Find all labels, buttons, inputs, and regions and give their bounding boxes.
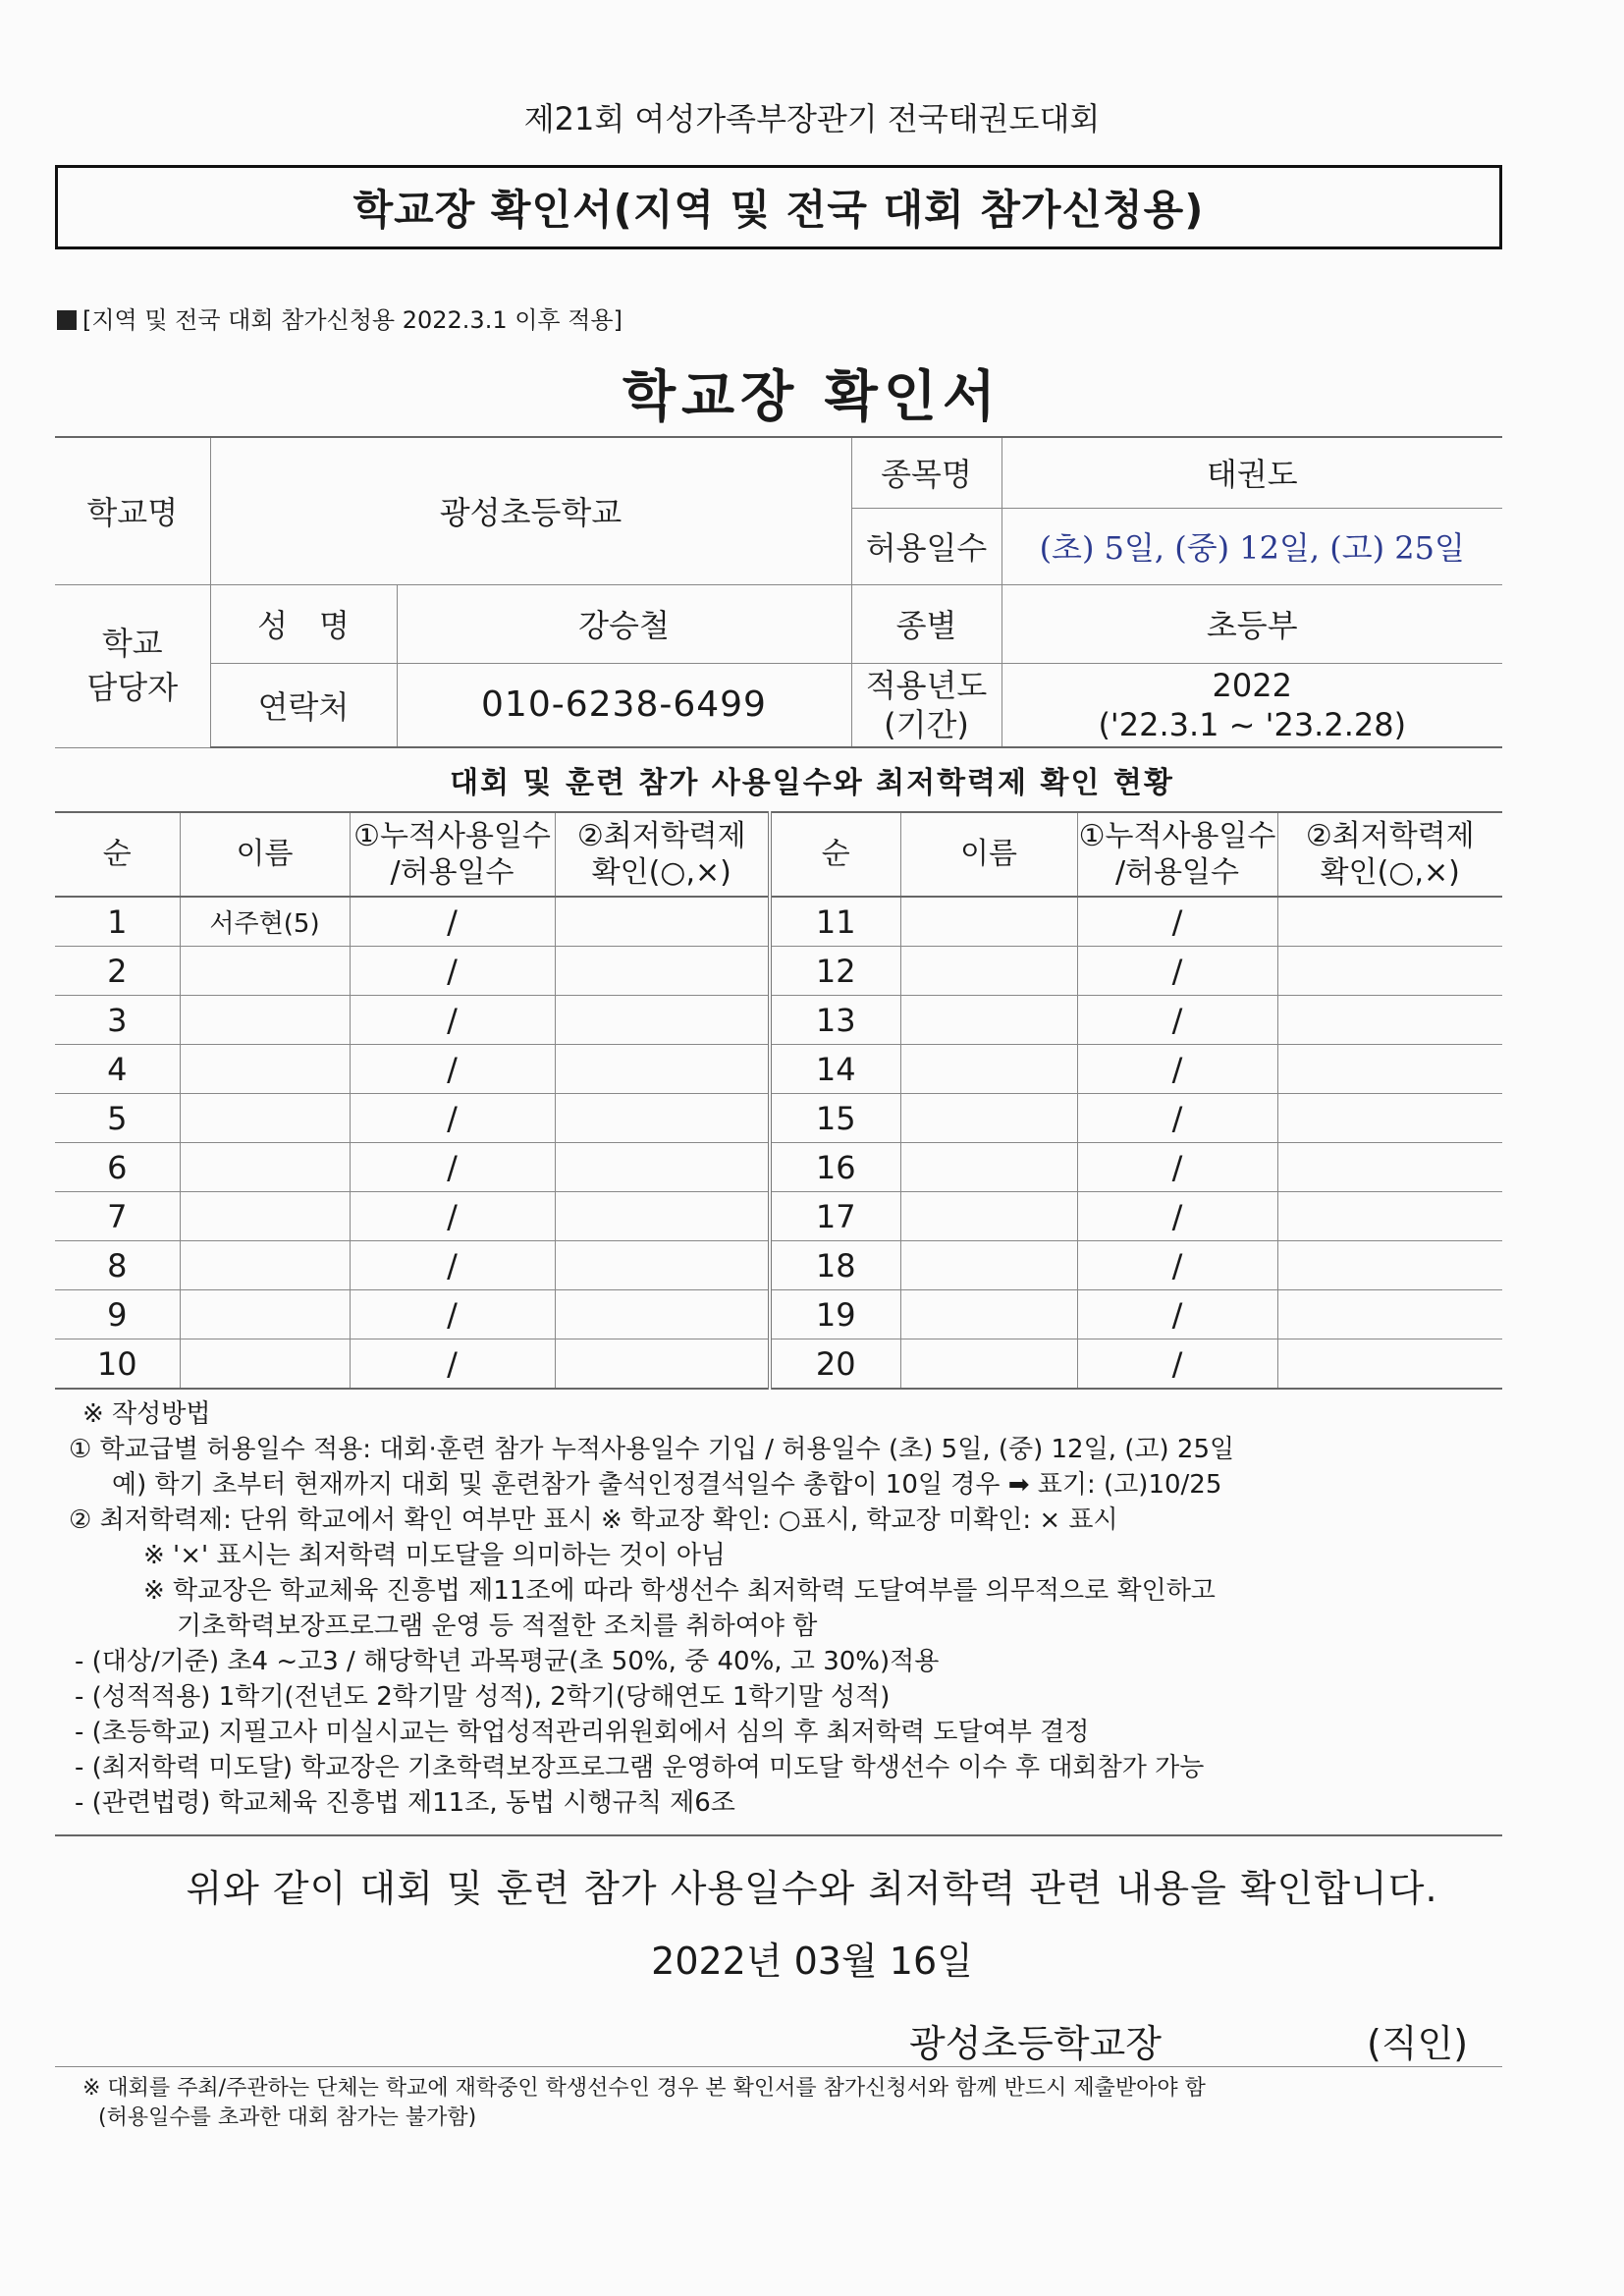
confirmation-statement: 위와 같이 대회 및 훈련 참가 사용일수와 최저학력 관련 내용을 확인합니다. (186, 1867, 1438, 1910)
row-name (900, 1045, 1077, 1094)
row-check (1277, 947, 1502, 996)
row-check (555, 1339, 770, 1390)
status-table-title: 대회 및 훈련 참가 사용일수와 최저학력제 확인 현황 (450, 766, 1174, 800)
row-name (180, 1241, 350, 1290)
contact-phone-label: 연락처 (210, 663, 397, 747)
row-name (900, 1241, 1077, 1290)
school-name-value: 광성초등학교 (210, 437, 851, 584)
footer-line-2: (허용일수를 초과한 대회 참가는 불가함) (98, 2105, 477, 2130)
row-no: 3 (55, 996, 180, 1045)
header-check-left: ②최저학력제 확인(○,×) (555, 812, 770, 897)
footer-note (82, 2074, 1506, 2133)
row-check (555, 996, 770, 1045)
form-banner-title (55, 165, 1502, 249)
row-days: / (1077, 1290, 1277, 1339)
table-row (55, 1241, 1502, 1290)
row-no: 12 (770, 947, 900, 996)
footer-line-1: ※ 대회를 주최/주관하는 단체는 학교에 재학중인 학생선수인 경우 본 확인서를 참가신청서와 함께 반드시 제출받아야 함 (82, 2076, 1206, 2101)
note-detail-target: - (대상/기준) 초4 ~고3 / 해당학년 과목평균(초 50%, 중 40%, 고 30%)적용 (75, 1647, 940, 1676)
row-days: / (1077, 1192, 1277, 1241)
note-1: ① 학교급별 허용일수 적용: 대회·훈련 참가 누적사용일수 기입 / 허용일수 (초) 5일, (중) 12일, (고) 25일 (69, 1435, 1235, 1464)
row-check (555, 897, 770, 947)
row-days: / (350, 1241, 555, 1290)
row-check (555, 1094, 770, 1143)
row-days: / (350, 1045, 555, 1094)
row-check (1277, 1241, 1502, 1290)
division-value: 초등부 (1001, 584, 1502, 663)
applicable-period-value: ('22.3.1 ~ '23.2.28) (1098, 705, 1407, 743)
row-check (555, 947, 770, 996)
division-label: 종별 (851, 584, 1001, 663)
status-table-header (55, 812, 1502, 897)
contact-phone-value: 010-6238-6499 (397, 663, 851, 747)
table-row (55, 1143, 1502, 1192)
row-days: / (350, 947, 555, 996)
row-name (900, 1094, 1077, 1143)
header-name-right: 이름 (900, 812, 1077, 897)
note-detail-not-reached: - (최저학력 미도달) 학교장은 기초학력보장프로그램 운영하여 미도달 학생선수 이수 후 대회참가 가능 (75, 1753, 1205, 1782)
note-detail-grades: - (성적적용) 1학기(전년도 2학기말 성적), 2학기(당해연도 1학기말 성적) (75, 1682, 891, 1712)
row-check (1277, 1143, 1502, 1192)
square-bullet-icon (57, 310, 77, 330)
event-title: 제21회 여성가족부장관기 전국태권도대회 (523, 100, 1101, 137)
row-check (555, 1192, 770, 1241)
row-check (555, 1241, 770, 1290)
row-check (555, 1045, 770, 1094)
row-name (180, 1045, 350, 1094)
header-days-left: ①누적사용일수 /허용일수 (350, 812, 555, 897)
notes-heading: ※ 작성방법 (82, 1399, 211, 1429)
row-days: / (350, 1094, 555, 1143)
row-name (900, 947, 1077, 996)
row-days: / (1077, 996, 1277, 1045)
row-no: 18 (770, 1241, 900, 1290)
contact-name-label: 성 명 (210, 584, 397, 663)
header-name-left: 이름 (180, 812, 350, 897)
allowed-days-label: 허용일수 (851, 508, 1001, 584)
row-no: 5 (55, 1094, 180, 1143)
table-row (55, 947, 1502, 996)
applicable-year-label: 적용년도 (기간) (851, 663, 1001, 747)
row-name (180, 1339, 350, 1390)
row-name: 서주현(5) (180, 897, 350, 947)
row-name (180, 1290, 350, 1339)
sport-value: 태권도 (1001, 437, 1502, 508)
row-no: 10 (55, 1339, 180, 1390)
row-no: 2 (55, 947, 180, 996)
confirmation-date: 2022년 03월 16일 (651, 1940, 973, 1983)
row-check (1277, 1339, 1502, 1390)
applicability-note (57, 301, 623, 335)
contact-name-value: 강승철 (397, 584, 851, 663)
header-no-right: 순 (770, 812, 900, 897)
row-days: / (350, 1143, 555, 1192)
row-no: 1 (55, 897, 180, 947)
row-no: 8 (55, 1241, 180, 1290)
row-name (180, 1143, 350, 1192)
row-name (900, 1290, 1077, 1339)
note-2-c: 기초학력보장프로그램 운영 등 적절한 조치를 취하여야 함 (177, 1612, 818, 1641)
header-days-right: ①누적사용일수 /허용일수 (1077, 812, 1277, 897)
row-no: 11 (770, 897, 900, 947)
row-no: 19 (770, 1290, 900, 1339)
row-check (1277, 1192, 1502, 1241)
note-detail-law: - (관련법령) 학교체육 진흥법 제11조, 동법 시행규칙 제6조 (75, 1788, 735, 1818)
writing-instructions (69, 1396, 1502, 1821)
row-days: / (1077, 947, 1277, 996)
banner-title-text: 학교장 확인서(지역 및 전국 대회 참가신청용) (352, 186, 1205, 234)
row-no: 13 (770, 996, 900, 1045)
row-no: 7 (55, 1192, 180, 1241)
school-info-table (55, 436, 1502, 748)
note-2-b: ※ 학교장은 학교체육 진흥법 제11조에 따라 학생선수 최저학력 도달여부를 의무적으로 확인하고 (143, 1576, 1216, 1606)
row-days: / (1077, 1143, 1277, 1192)
row-days: / (350, 996, 555, 1045)
row-check (1277, 897, 1502, 947)
row-name (180, 1094, 350, 1143)
contact-person-label: 학교 담당자 (55, 584, 210, 747)
row-name (900, 1192, 1077, 1241)
row-name (900, 996, 1077, 1045)
row-name (900, 1143, 1077, 1192)
row-name (900, 897, 1077, 947)
row-check (1277, 1290, 1502, 1339)
table-row (55, 1045, 1502, 1094)
sport-label: 종목명 (851, 437, 1001, 508)
table-row (55, 1094, 1502, 1143)
row-no: 16 (770, 1143, 900, 1192)
note-2-a: ※ '×' 표시는 최저학력 미도달을 의미하는 것이 아님 (143, 1541, 726, 1570)
header-no-left: 순 (55, 812, 180, 897)
row-days: / (350, 1290, 555, 1339)
row-name (180, 996, 350, 1045)
row-no: 6 (55, 1143, 180, 1192)
principal-title: 광성초등학교장 (909, 2022, 1162, 2065)
row-days: / (350, 897, 555, 947)
applicable-year-cell (1001, 663, 1502, 747)
row-no: 14 (770, 1045, 900, 1094)
official-seal-mark: (직인) (1367, 2022, 1469, 2065)
row-no: 20 (770, 1339, 900, 1390)
row-days: / (350, 1192, 555, 1241)
row-days: / (1077, 897, 1277, 947)
allowed-days-value: (초) 5일, (중) 12일, (고) 25일 (1001, 508, 1502, 584)
row-days: / (350, 1339, 555, 1390)
table-row (55, 1290, 1502, 1339)
note-detail-elementary: - (초등학교) 지필고사 미실시교는 학업성적관리위원회에서 심의 후 최저학력 도달여부 결정 (75, 1718, 1090, 1747)
table-row (55, 1192, 1502, 1241)
row-no: 4 (55, 1045, 180, 1094)
row-no: 9 (55, 1290, 180, 1339)
applicable-year-value: 2022 (1212, 666, 1292, 704)
row-no: 17 (770, 1192, 900, 1241)
row-name (900, 1339, 1077, 1390)
row-check (1277, 996, 1502, 1045)
note-1-example: 예) 학기 초부터 현재까지 대회 및 훈련참가 출석인정결석일수 총합이 10일 경우 ➡ 표기: (고)10/25 (112, 1470, 1222, 1500)
applicability-text: [지역 및 전국 대회 참가신청용 2022.3.1 이후 적용] (82, 306, 623, 334)
row-no: 15 (770, 1094, 900, 1143)
document-heading: 학교장 확인서 (622, 365, 1002, 429)
table-row (55, 1339, 1502, 1390)
row-days: / (1077, 1045, 1277, 1094)
row-check (1277, 1045, 1502, 1094)
row-name (180, 1192, 350, 1241)
note-2: ② 최저학력제: 단위 학교에서 확인 여부만 표시 ※ 학교장 확인: ○표시, 학교장 미확인: × 표시 (69, 1505, 1118, 1535)
divider (55, 1834, 1502, 1836)
divider (55, 2066, 1502, 2067)
table-row (55, 996, 1502, 1045)
header-check-right: ②최저학력제 확인(○,×) (1277, 812, 1502, 897)
school-name-label: 학교명 (55, 437, 210, 584)
status-table (55, 811, 1502, 1390)
row-check (1277, 1094, 1502, 1143)
row-days: / (1077, 1241, 1277, 1290)
row-days: / (1077, 1094, 1277, 1143)
table-row (55, 897, 1502, 947)
row-check (555, 1290, 770, 1339)
row-check (555, 1143, 770, 1192)
row-days: / (1077, 1339, 1277, 1390)
row-name (180, 947, 350, 996)
